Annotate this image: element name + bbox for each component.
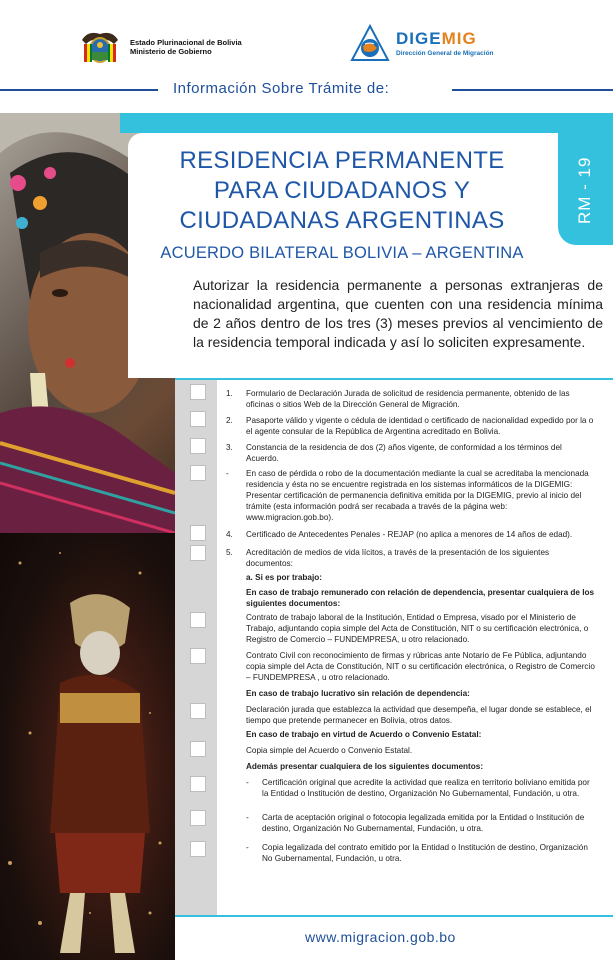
requirement-checkbox-4[interactable] bbox=[190, 525, 206, 541]
dependency-item: Contrato Civil con reconocimiento de firmas y rúbricas ante Notario de Fe Pública, adjuntando copia simple del Acta de Constitución, NIT o su certificación electrónica, o Registro de Comercio – FUNDEMPRESA , u otro relacionado. bbox=[246, 651, 595, 682]
agreement-heading: En caso de trabajo en virtud de Acuerdo o Convenio Estatal: bbox=[246, 730, 482, 739]
requirement-checkbox-legalized-contract[interactable] bbox=[190, 841, 206, 857]
additional-item: Certificación original que acredite la actividad que realiza en territorio boliviano emitida por la Entidad o Institución de destino, Organización No Gubernamental, Fundación, u otra. bbox=[262, 778, 590, 798]
procedure-title bbox=[128, 146, 556, 236]
cyan-header-band bbox=[120, 113, 613, 133]
digemig-logo-icon bbox=[350, 24, 390, 62]
lucrative-item: Declaración jurada que establezca la actividad que desempeña, el lugar donde se establece, el tiempo que pretende permanecer en Bolivia, otros datos. bbox=[246, 705, 592, 725]
footer-website-link[interactable]: www.migracion.gob.bo bbox=[305, 929, 456, 945]
additional-heading: Además presentar cualquiera de los siguientes documentos: bbox=[246, 762, 484, 771]
requirement-text: Certificado de Antecedentes Penales - REJAP (no aplica a menores de 14 años de edad). bbox=[246, 530, 573, 539]
title-line-1: RESIDENCIA PERMANENTE bbox=[179, 147, 505, 174]
ministry-name: Ministerio de Gobierno bbox=[130, 47, 212, 56]
bolivia-coat-of-arms-icon bbox=[78, 26, 122, 68]
requirement-checkbox-certification[interactable] bbox=[190, 776, 206, 792]
requirement-checkbox-sworn-declaration[interactable] bbox=[190, 703, 206, 719]
requirement-text: Pasaporte válido y vigente o cédula de identidad o certificado de nacionalidad expedido por la o el agente consular de la República de Argentina acreditado en Bolivia. bbox=[246, 416, 594, 436]
requirement-checkbox-2[interactable] bbox=[190, 411, 206, 427]
agency-logo-text bbox=[396, 29, 494, 49]
dependency-heading: En caso de trabajo remunerado con relación de dependencia, presentar cualquiera de los siguientes documentos: bbox=[246, 588, 595, 608]
agency-logo-dige: DIGE bbox=[396, 29, 442, 48]
dependency-item: Contrato de trabajo laboral de la Institución, Entidad o Empresa, visado por el Ministerio de Trabajo, adjuntando copia simple del Acta de Constitución, NIT o su certificación electrónica, o Registro de Comercio – FUNDEMPRESA, u otro relacionado. bbox=[246, 613, 589, 644]
bullet-dash: - bbox=[246, 778, 249, 787]
requirement-number: - bbox=[226, 469, 229, 478]
requirement-text: Constancia de la residencia de dos (2) años vigente, de conformidad a los términos del Acuerdo. bbox=[246, 443, 562, 463]
section-a-heading: a. Si es por trabajo: bbox=[246, 573, 322, 582]
gov-name: Estado Plurinacional de Bolivia bbox=[130, 38, 242, 47]
header bbox=[0, 0, 613, 78]
additional-item: Carta de aceptación original o fotocopia legalizada emitida por la Entidad o Institución de destino, Organización No Gubernamental, Fundación, u otra. bbox=[262, 813, 585, 833]
additional-item: Copia legalizada del contrato emitido por la Entidad o Institución de destino, Organización No Gubernamental, Fundación, u otra. bbox=[262, 843, 588, 863]
digemig-logo-block bbox=[350, 24, 494, 62]
requirement-text: Acreditación de medios de vida lícitos, a través de la presentación de los siguientes documentos: bbox=[246, 548, 550, 568]
lucrative-heading: En caso de trabajo lucrativo sin relación de dependencia: bbox=[246, 689, 470, 698]
requirement-checkbox-contract-civil[interactable] bbox=[190, 648, 206, 664]
info-line-right bbox=[452, 89, 613, 91]
requirement-checkbox-5[interactable] bbox=[190, 545, 206, 561]
requirement-number: 3. bbox=[226, 443, 233, 452]
requirement-number: 1. bbox=[226, 389, 233, 398]
requirement-text: Formulario de Declaración Jurada de solicitud de residencia permanente, obtenido de las oficinas o sitios Web de la Dirección General de Migración. bbox=[246, 389, 570, 409]
requirement-checkbox-contract-labor[interactable] bbox=[190, 612, 206, 628]
title-line-2: PARA CIUDADANOS Y bbox=[213, 177, 471, 204]
requirement-text: En caso de pérdida o robo de la documentación mediante la cual se acreditaba la mencionada residencia y ésta no se encuentre registrada en los sistemas informáticos de la DIGEMIG: Presentar certificación de permanencia definitiva emitida por la DIGEMIG, previo al inicio del trámite (esta información podrá ser recabada a través de la página web: www.migracion.gob.bo). bbox=[246, 469, 589, 522]
bullet-dash: - bbox=[246, 843, 249, 852]
bullet-dash: - bbox=[246, 813, 249, 822]
procedure-description: Autorizar la residencia permanente a personas extranjeras de nacionalidad argentina, que cuenten con una residencia mínima de 2 años dentro de los tres (3) meses previos al vencimiento de la residencia temporal indicada y así lo soliciten expresamente. bbox=[193, 277, 603, 350]
procedure-code: RM - 19 bbox=[575, 156, 594, 224]
requirement-number: 5. bbox=[226, 548, 233, 557]
agency-subtitle: Dirección General de Migración bbox=[396, 50, 494, 57]
government-logo-block bbox=[78, 26, 242, 68]
requirement-checkbox-agreement[interactable] bbox=[190, 741, 206, 757]
info-title-row bbox=[0, 78, 613, 102]
info-title: Información Sobre Trámite de: bbox=[173, 80, 390, 97]
agency-logo-mig: MIG bbox=[441, 29, 477, 48]
requirement-checkbox-acceptance-letter[interactable] bbox=[190, 810, 206, 826]
requirement-checkbox-3[interactable] bbox=[190, 438, 206, 454]
procedure-subtitle: ACUERDO BILATERAL BOLIVIA – ARGENTINA bbox=[160, 244, 524, 262]
requirement-number: 2. bbox=[226, 416, 233, 425]
title-line-3: CIUDADANAS ARGENTINAS bbox=[179, 207, 505, 234]
info-line-left bbox=[0, 89, 158, 91]
carnival-dancer-photo bbox=[0, 533, 175, 960]
agreement-item: Copia simple del Acuerdo o Convenio Estatal. bbox=[246, 746, 413, 755]
requirement-number: 4. bbox=[226, 530, 233, 539]
requirement-checkbox-lost-docs[interactable] bbox=[190, 465, 206, 481]
footer-divider bbox=[175, 915, 613, 917]
requirement-checkbox-1[interactable] bbox=[190, 384, 206, 400]
